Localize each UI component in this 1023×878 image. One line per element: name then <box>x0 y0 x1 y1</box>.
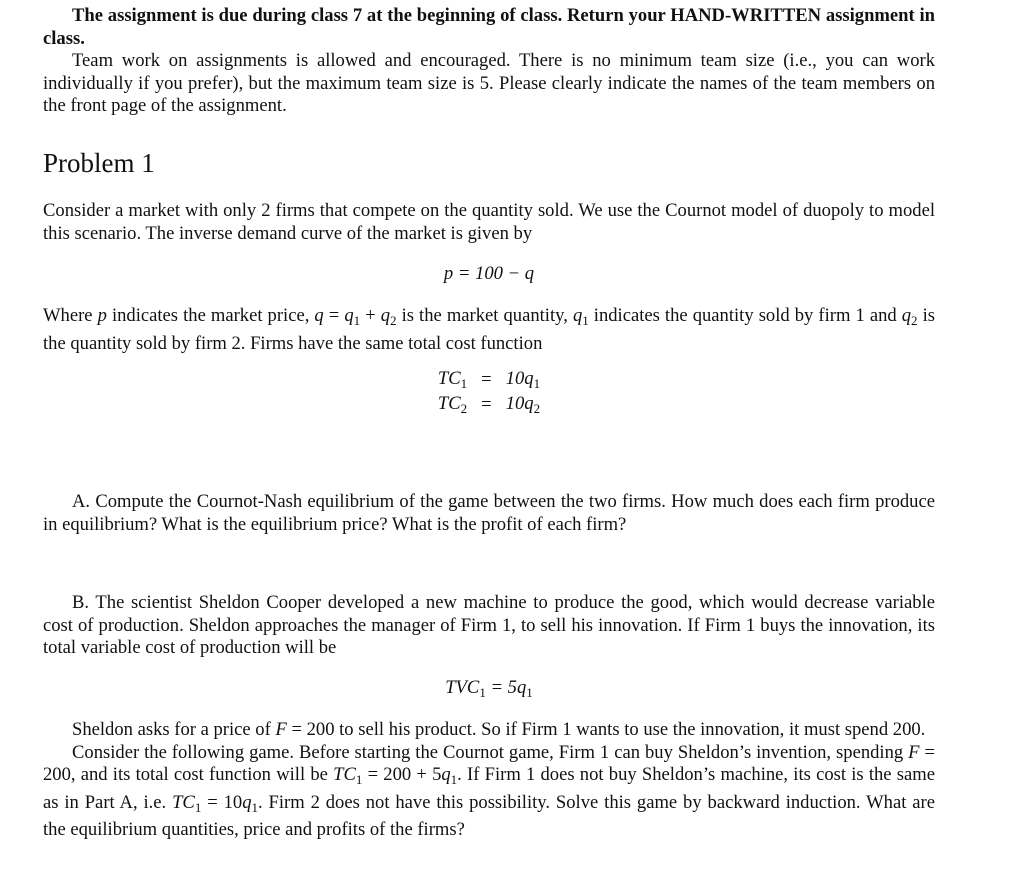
cost-equation-firm-1: $TC_1$ = $10q_1$ <box>437 367 541 391</box>
cost-equation-firm-2: $TC_2$ = $10q_2$ <box>437 392 541 416</box>
setup-text: Consider a market with only 2 firms that compete on the quantity sold. We use the Cournot model of duopoly to model this scenario. The inverse demand curve of the market is given by <box>43 200 935 244</box>
part-b-text: B. The scientist Sheldon Cooper developed a new machine to produce the good, which would decrease variable cost of production. Sheldon approaches the manager of Firm 1, to sell his innovation. If Firm 1 buys the innovation, its total variable cost of production will be <box>43 592 935 658</box>
problem-title: Problem 1 <box>43 148 155 178</box>
sheldon-section <box>43 719 935 842</box>
intro-section <box>43 5 935 118</box>
where-paragraph <box>43 305 935 355</box>
team-work-notice: Team work on assignments is allowed and encouraged. There is no minimum team size (i.e., you can work individually if you prefer), but the maximum team size is 5. Please clearly indicate the names of the team members on the front page of the assignment. <box>43 50 935 116</box>
part-a-text: A. Compute the Cournot-Nash equilibrium of the game between the two firms. How much does each firm produce in equilibrium? What is the equilibrium price? What is the profit of each firm? <box>43 491 935 535</box>
where-text: Where p indicates the market price, $q = q_1 + q_2$ is the market quantity, $q_1$ indicates the quantity sold by firm 1 and $q_2$ is the quantity sold by firm 2. Firms have the same total cost function <box>43 305 935 354</box>
game-text: Consider the following game. Before starting the Cournot game, Firm 1 can buy Sheldon’s invention, spending F = 200, and its total cost function will be $TC_1 = 200 + 5q_1$. If Firm 1 does not buy Sheldon’s machine, its cost is the same as in Part A, i.e. $TC_1 = 10q_1$. Firm 2 does not have this possibility. Solve this game by backward induction. What are the equilibrium quantities, price and profits of the firms? <box>43 741 935 840</box>
tvc-equation: $TVC_1 = 5q_1$ <box>445 677 533 700</box>
problem-setup <box>43 200 935 245</box>
due-notice: The assignment is due during class 7 at the beginning of class. Return your HAND-WRITTEN assignment in class. <box>43 5 935 49</box>
demand-lhs: p <box>443 263 454 284</box>
demand-equation <box>43 263 935 285</box>
sheldon-price-text: Sheldon asks for a price of F = 200 to sell his product. So if Firm 1 wants to use the innovation, it must spend 200. <box>72 719 926 740</box>
demand-rhs: = 100 − q <box>457 263 535 284</box>
part-a <box>43 491 935 536</box>
cost-equations <box>43 367 935 417</box>
part-b <box>43 592 935 660</box>
